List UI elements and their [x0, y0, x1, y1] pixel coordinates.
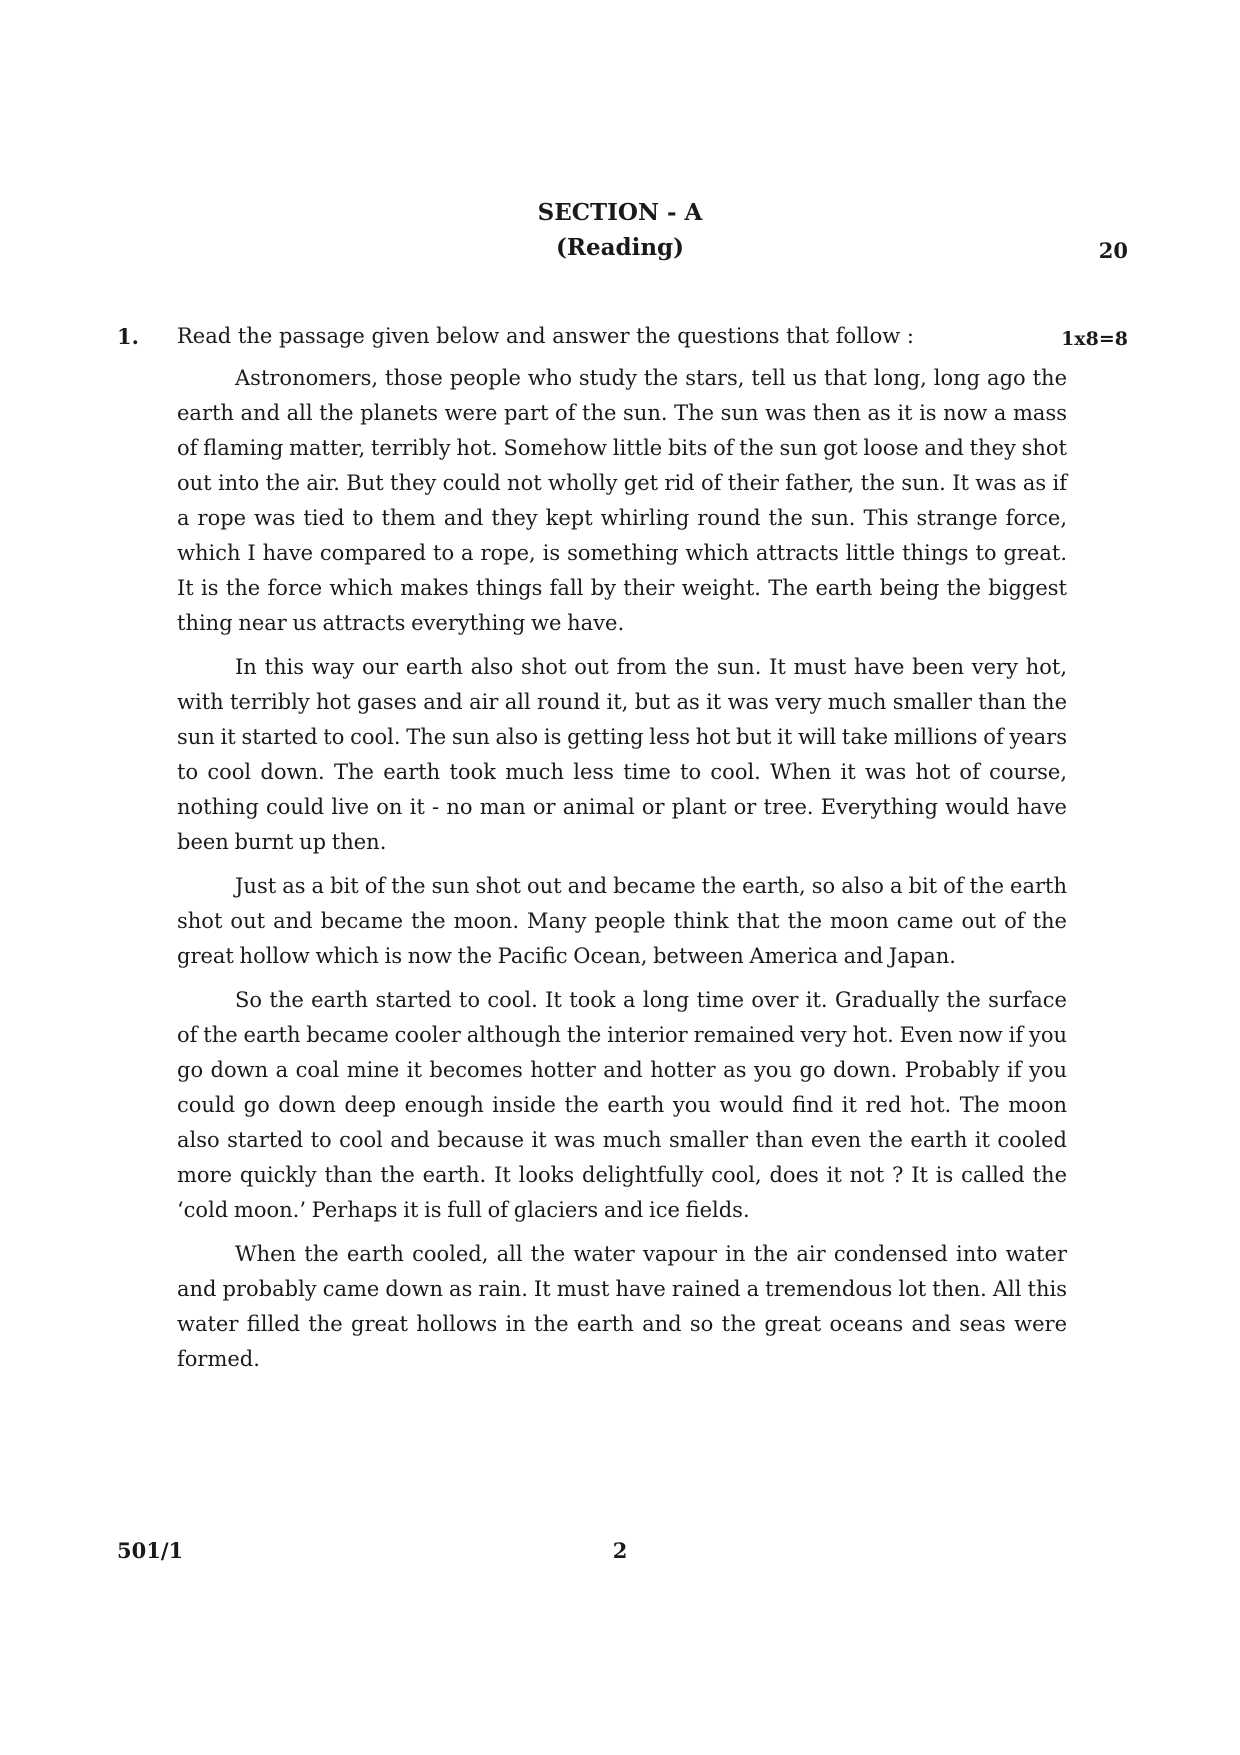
page-number: 2 [612, 1538, 628, 1563]
passage-paragraph-4: So the earth started to cool. It took a long time over it. Gradually the surface of the earth became cooler although the interior remained very hot. Even now if you go down a coal mine it becomes hotter and hotter as you go down. Probably if you could go down deep enough inside the earth you would find it red hot. The moon also started to cool and because it was much smaller than even the earth it cooled more quickly than the earth. It looks delightfully cool, does it not ? It is called the ‘cold moon.’ Perhaps it is full of glaciers and ice fields. [177, 988, 1067, 1222]
passage-paragraph-1: Astronomers, those people who study the stars, tell us that long, long ago the earth and all the planets were part of the sun. The sun was then as it is now a mass of flaming matter, terribly hot. Somehow little bits of the sun got loose and they shot out into the air. But they could not wholly get rid of their father, the sun. It was as if a rope was tied to them and they kept whirling round the sun. This strange force, which I have compared to a rope, is something which attracts little things to great. It is the force which makes things fall by their weight. The earth being the biggest thing near us attracts everything we have. [177, 366, 1067, 635]
passage-paragraph-3: Just as a bit of the sun shot out and became the earth, so also a bit of the earth shot out and became the moon. Many people think that the moon came out of the great hollow which is now the Pacific Ocean, between America and Japan. [177, 874, 1067, 968]
section-subtitle: (Reading) [555, 234, 685, 261]
reading-passage [177, 361, 1067, 1386]
question-instruction: Read the passage given below and answer the questions that follow : [177, 324, 914, 348]
passage-paragraph-2: In this way our earth also shot out from the sun. It must have been very hot, with terribly hot gases and air all round it, but as it was very much smaller than the sun it started to cool. The sun also is getting less hot but it will take millions of years to cool down. The earth took much less time to cool. When it was hot of course, nothing could live on it - no man or animal or plant or tree. Everything would have been burnt up then. [177, 655, 1067, 854]
passage-paragraph-5: When the earth cooled, all the water vapour in the air condensed into water and probably came down as rain. It must have rained a tremendous lot then. All this water filled the great hollows in the earth and so the great oceans and seas were formed. [177, 1242, 1067, 1371]
question-marks: 1x8=8 [1061, 328, 1128, 350]
section-marks: 20 [1098, 238, 1128, 263]
section-title: SECTION - A [537, 199, 703, 226]
paper-code: 501/1 [117, 1538, 184, 1563]
question-number: 1. [117, 324, 139, 349]
